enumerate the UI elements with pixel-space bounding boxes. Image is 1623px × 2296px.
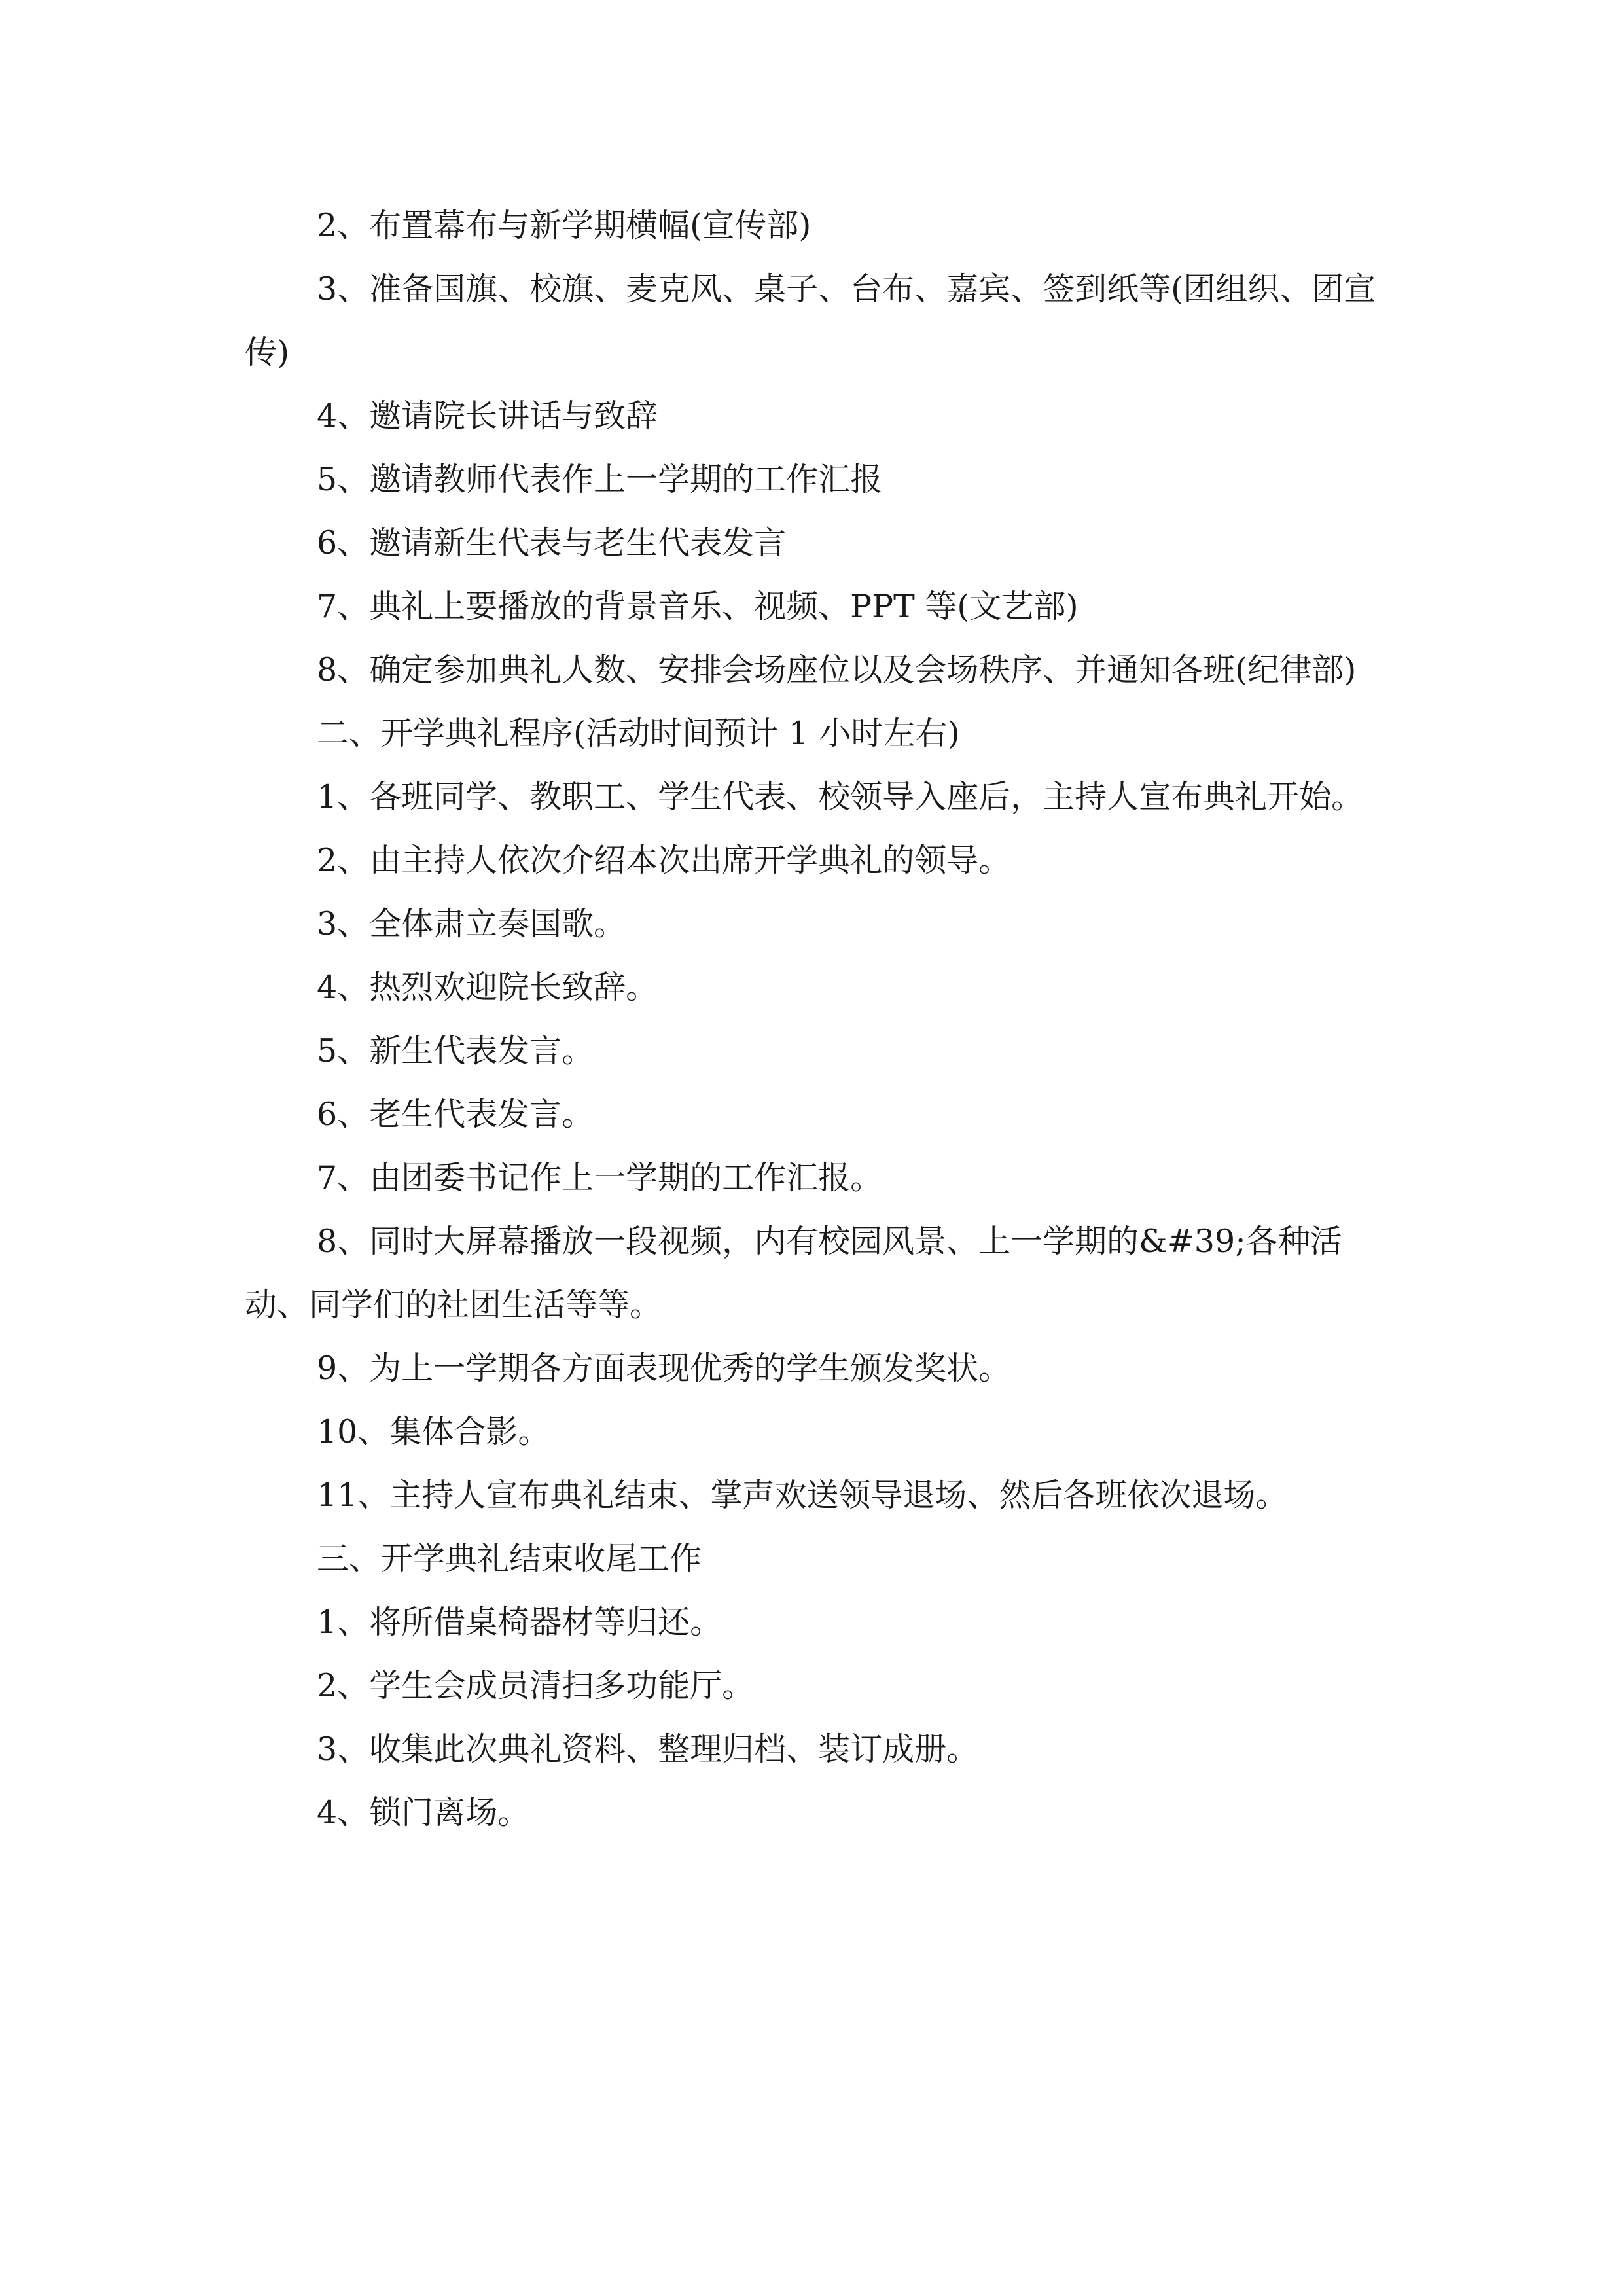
paragraph-prep-7: 7、典礼上要播放的背景音乐、视频、PPT 等(文艺部) <box>317 588 1079 625</box>
paragraph-program-6: 6、老生代表发言。 <box>317 1096 594 1133</box>
paragraph-program-3: 3、全体肃立奏国歌。 <box>317 905 626 942</box>
paragraph-program-11: 11、主持人宣布典礼结束、掌声欢送领导退场、然后各班依次退场。 <box>317 1477 1288 1514</box>
paragraph-prep-3: 3、准备国旗、校旗、麦克风、桌子、台布、嘉宾、签到纸等(团组织、团宣传) <box>245 270 1376 371</box>
paragraph-wrapup-4: 4、锁门离场。 <box>317 1794 530 1831</box>
paragraph-wrapup-1: 1、将所借桌椅器材等归还。 <box>317 1604 722 1641</box>
paragraph-prep-4: 4、邀请院长讲话与致辞 <box>317 397 658 435</box>
paragraph-prep-6: 6、邀请新生代表与老生代表发言 <box>317 524 787 562</box>
paragraph-prep-5: 5、邀请教师代表作上一学期的工作汇报 <box>317 461 883 498</box>
paragraph-program-1: 1、各班同学、教职工、学生代表、校领导入座后，主持人宣布典礼开始。 <box>317 778 1364 816</box>
section-heading-wrapup: 三、开学典礼结束收尾工作 <box>317 1540 702 1577</box>
paragraph-wrapup-3: 3、收集此次典礼资料、整理归档、装订成册。 <box>317 1731 979 1768</box>
paragraph-program-2: 2、由主持人依次介绍本次出席开学典礼的领导。 <box>317 842 1011 879</box>
paragraph-program-7: 7、由团委书记作上一学期的工作汇报。 <box>317 1159 883 1196</box>
paragraph-program-10: 10、集体合影。 <box>317 1413 550 1450</box>
paragraph-prep-8: 8、确定参加典礼人数、安排会场座位以及会场秩序、并通知各班(纪律部) <box>317 651 1357 689</box>
document-body <box>245 194 1383 1844</box>
paragraph-program-5: 5、新生代表发言。 <box>317 1032 594 1069</box>
section-heading-program: 二、开学典礼程序(活动时间预计 1 小时左右) <box>317 715 960 752</box>
paragraph-program-9: 9、为上一学期各方面表现优秀的学生颁发奖状。 <box>317 1350 1011 1387</box>
paragraph-program-4: 4、热烈欢迎院长致辞。 <box>317 969 658 1006</box>
paragraph-wrapup-2: 2、学生会成员清扫多功能厅。 <box>317 1667 755 1704</box>
paragraph-program-8: 8、同时大屏幕播放一段视频，内有校园风景、上一学期的&#39;各种活动、同学们的社团生活等等。 <box>245 1223 1342 1323</box>
paragraph-prep-2: 2、布置幕布与新学期横幅(宣传部) <box>317 207 812 244</box>
